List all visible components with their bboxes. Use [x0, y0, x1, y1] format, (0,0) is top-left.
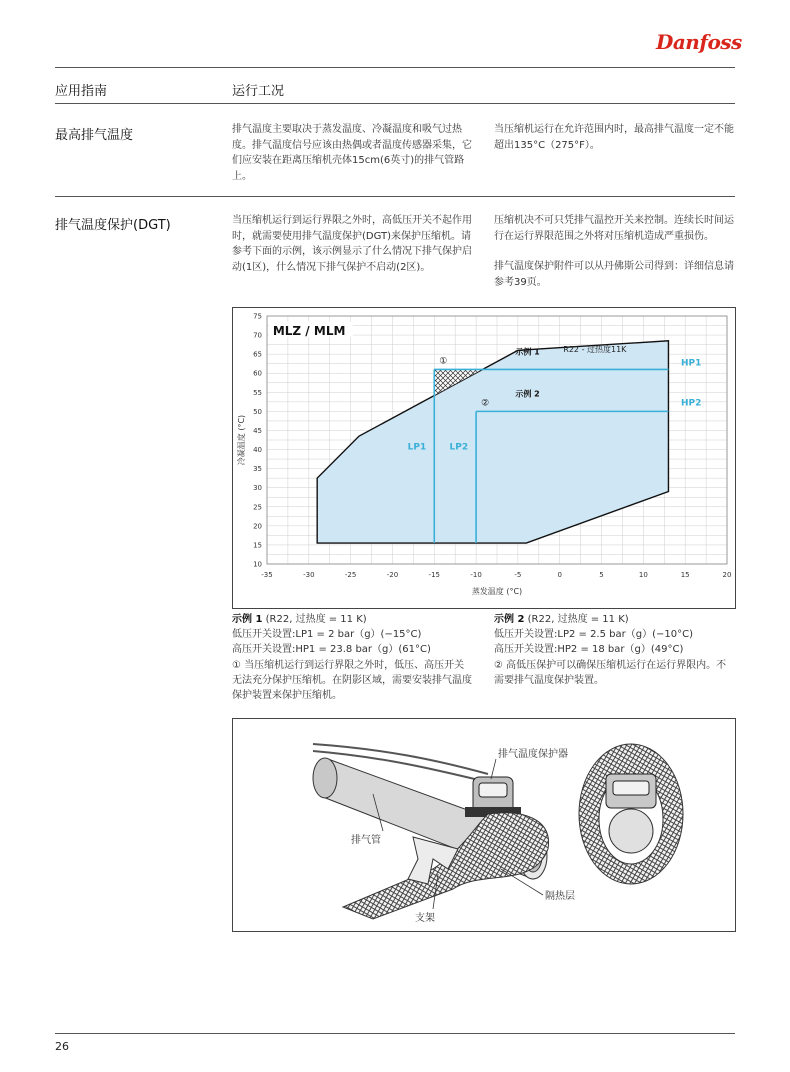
example-1-block: [232, 612, 474, 703]
y-tick-label: 40: [253, 446, 262, 455]
example-2-hp: 高压开关设置:HP2 = 18 bar（g）(49°C): [494, 644, 684, 656]
y-tick-label: 75: [253, 312, 262, 321]
y-tick-label: 55: [253, 388, 262, 397]
operating-envelope-chart: [233, 308, 735, 608]
page-number: 26: [55, 1040, 69, 1053]
limit-label-hp1: HP1: [681, 358, 702, 369]
y-tick-label: 30: [253, 484, 262, 493]
x-tick-label: -25: [344, 571, 357, 579]
y-tick-label: 70: [253, 331, 262, 340]
example-2-lp: 低压开关设置:LP2 = 2.5 bar（g）(−10°C): [494, 629, 693, 641]
x-tick-label: -5: [514, 571, 522, 579]
x-tick-label: -10: [470, 571, 482, 579]
limit-label-hp2: HP2: [681, 398, 702, 409]
x-tick-label: 20: [722, 571, 732, 579]
example-1-note: ① 当压缩机运行到运行界限之外时，低压、高压开关无法充分保护压缩机。在阴影区域，需要安装排气温度保护装置来保护压缩机。: [232, 659, 472, 702]
example-1-hp: 高压开关设置:HP1 = 23.8 bar（g）(61°C): [232, 644, 431, 656]
x-tick-label: 10: [638, 571, 648, 579]
example-2-conditions: (R22, 过热度 = 11 K): [527, 614, 629, 625]
chart-frame: [232, 307, 736, 609]
y-axis-label: 冷凝温度 (°C): [237, 414, 246, 466]
y-tick-label: 65: [253, 350, 262, 359]
y-tick-label: 45: [253, 426, 262, 435]
example-2-note: ② 高低压保护可以确保压缩机运行在运行界限内。不需要排气温度保护装置。: [494, 659, 727, 686]
installation-diagram: [233, 719, 735, 931]
header-right-title: 运行工况: [232, 84, 285, 99]
header-rule-bottom: [55, 103, 735, 104]
section-rule: [55, 196, 735, 197]
dgt-col2b: 排气温度保护附件可以从丹佛斯公司得到：详细信息请参考39页。: [494, 261, 734, 288]
example-2-block: [494, 612, 736, 688]
y-tick-label: 50: [253, 407, 262, 416]
dgt-col2a: 压缩机决不可只凭排气温控开关来控制。连续长时间运行在运行界限范围之外将对压缩机造成严重损伤。: [494, 215, 734, 242]
y-tick-label: 15: [253, 541, 262, 550]
installation-diagram-frame: [232, 718, 736, 932]
example-1-title: 示例 1: [232, 614, 263, 625]
x-tick-label: -30: [303, 571, 315, 579]
y-tick-label: 20: [253, 522, 262, 531]
limit-label-lp2: LP2: [449, 442, 469, 453]
example-marker-1: ①: [439, 356, 448, 367]
x-tick-label: -20: [386, 571, 399, 579]
example-label-1: 示例 1: [515, 347, 540, 357]
x-tick-label: 0: [557, 571, 562, 579]
example-label-2: 示例 2: [515, 389, 540, 399]
y-tick-label: 60: [253, 369, 262, 378]
limit-label-lp1: LP1: [407, 442, 427, 453]
discharge-protector-drawing: [465, 777, 521, 817]
label-pipe: 排气管: [351, 835, 381, 846]
max-temp-col2: 当压缩机运行在允许范围内时，最高排气温度一定不能超出135°C（275°F）。: [494, 124, 734, 151]
x-tick-label: -15: [428, 571, 440, 579]
label-bracket: 支架: [415, 913, 435, 924]
callout-line-protector: [491, 759, 496, 779]
cross-section-drawing: [579, 744, 683, 884]
y-tick-label: 10: [253, 560, 262, 569]
label-protector: 排气温度保护器: [498, 749, 568, 760]
x-tick-label: 15: [680, 571, 690, 579]
footer-rule: [55, 1033, 735, 1034]
dgt-col1: 当压缩机运行到运行界限之外时，高低压开关不起作用时，就需要使用排气温度保护(DGT)来保护压缩机。请参考下面的示例，该示例显示了什么情况下排气保护启动(1区)，什么情况下排气保护不启动(2区)。: [232, 215, 472, 273]
danfoss-logo: Danfoss: [656, 30, 742, 54]
section-title-dgt: 排气温度保护(DGT): [55, 218, 171, 233]
x-tick-label: -35: [261, 571, 273, 579]
section-title-max-temp: 最高排气温度: [55, 128, 134, 143]
envelope-area: [317, 341, 668, 543]
y-tick-label: 25: [253, 503, 262, 512]
example-1-conditions: (R22, 过热度 = 11 K): [265, 614, 367, 625]
max-temp-col1: 排气温度主要取决于蒸发温度、冷凝温度和吸气过热度。排气温度信号应该由热偶或者温度传感器采集，它们应安装在距离压缩机壳体15cm(6英寸)的排气管路上。: [232, 124, 472, 182]
example-marker-2: ②: [481, 398, 490, 409]
envelope-label: R22 - 过热度11K: [563, 345, 627, 355]
example-1-lp: 低压开关设置:LP1 = 2 bar（g）(−15°C): [232, 629, 422, 641]
header-left-title: 应用指南: [55, 84, 108, 99]
label-insulation: 隔热层: [545, 891, 575, 902]
x-axis-label: 蒸发温度 (°C): [471, 587, 523, 596]
x-tick-label: 5: [599, 571, 604, 579]
header-rule-top: [55, 67, 735, 68]
chart-title: MLZ / MLM: [272, 324, 346, 339]
y-tick-label: 35: [253, 465, 262, 474]
example-2-title: 示例 2: [494, 614, 525, 625]
